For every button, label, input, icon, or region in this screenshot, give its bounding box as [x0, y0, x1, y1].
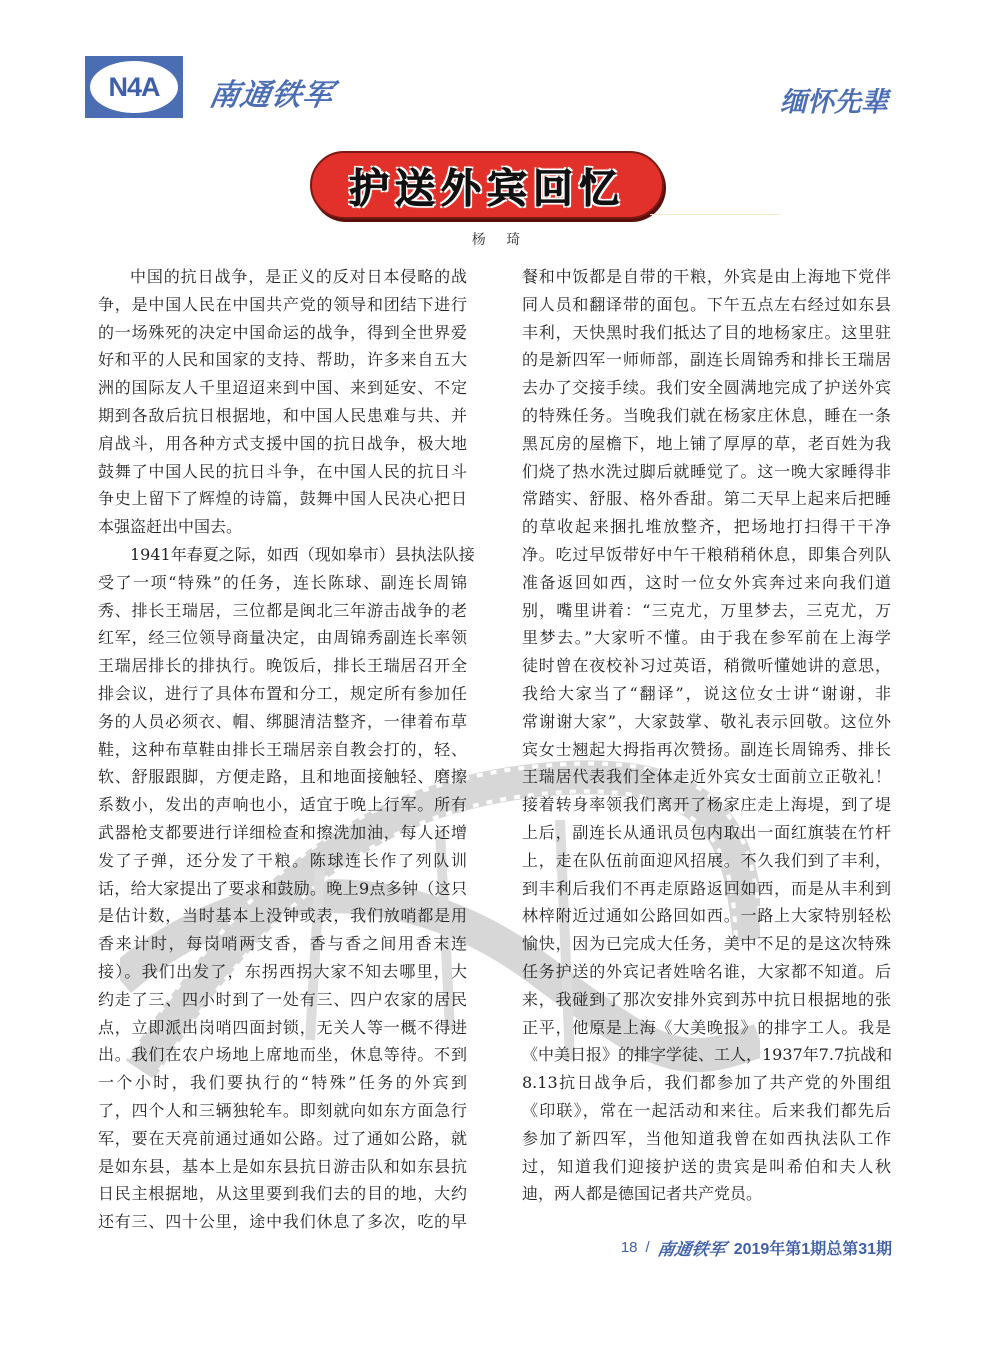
text-line: 王瑞居代表我们全体走近外宾女士面前立正敬礼！ — [522, 767, 891, 787]
n4a-badge-logo: N4A — [85, 56, 183, 118]
text-line: 是如东县，基本上是如东县抗日游击队和如东县抗 — [98, 1156, 467, 1176]
text-line: 上，走在队伍前面迎风招展。不久我们到了丰利， — [522, 850, 891, 870]
text-line: 《中美日报》的排字学徒、工人，1937年7.7抗战和 — [522, 1045, 893, 1065]
text-line: 愉快，因为已完成大任务，美中不足的是这次特殊 — [522, 934, 891, 954]
text-line: 林梓附近过通如公路回如西。一路上大家特别轻松 — [522, 906, 891, 926]
text-line: 徒时曾在夜校补习过英语，稍微听懂她讲的意思， — [522, 656, 891, 676]
text-line: 出。我们在农户场地上席地而坐，休息等待。不到 — [98, 1045, 467, 1065]
text-line: 还有三、四十公里，途中我们休息了多次，吃的早 — [98, 1212, 467, 1232]
text-line: 争，是中国人民在中国共产党的领导和团结下进行 — [98, 294, 467, 314]
text-line: 们烧了热水洗过脚后就睡觉了。这一晚大家睡得非 — [522, 461, 891, 481]
text-line: 迪，两人都是德国记者共产党员。 — [522, 1184, 763, 1204]
magazine-logo: 南通铁军 — [206, 78, 337, 113]
article-author: 杨 琦 — [471, 232, 529, 248]
text-line: 肩战斗，用各种方式支援中国的抗日战争，极大地 — [98, 433, 467, 453]
text-line: 任务护送的外宾记者姓啥名谁，大家都不知道。后 — [522, 961, 891, 981]
text-line: 排会议，进行了具体布置和分工，规定所有参加任 — [98, 683, 467, 703]
text-line: 参加了新四军，当他知道我曾在如西执法队工作 — [522, 1128, 891, 1148]
text-line: 本强盗赶出中国去。 — [98, 517, 243, 537]
text-line: 鞋，这种布草鞋由排长王瑞居亲自教会打的，轻、 — [98, 739, 467, 759]
text-line: 好和平的人民和国家的支持、帮助，许多来自五大 — [98, 350, 467, 370]
text-line: 一个小时，我们要执行的“特殊”任务的外宾到 — [98, 1073, 467, 1093]
text-line: 香来计时，每岗哨两支香，香与香之间用香末连 — [98, 934, 467, 954]
text-line: 《印联》，常在一起活动和来往。后来我们都先后 — [522, 1100, 891, 1120]
text-line: 我给大家当了“翻译”，说这位女士讲“谢谢，非 — [522, 683, 891, 703]
page-number: 18 — [620, 1239, 638, 1256]
article-title-banner — [310, 151, 664, 219]
text-line: 别，嘴里讲着：“三克尤，万里梦去，三克尤，万 — [522, 600, 891, 620]
footer-magazine-logo: 南通铁军 — [655, 1240, 728, 1260]
text-line: 受了一项“特殊”的任务，连长陈球、副连长周锦 — [98, 572, 467, 592]
text-line: 争史上留下了辉煌的诗篇，鼓舞中国人民决心把日 — [98, 489, 467, 509]
text-line: 王瑞居排长的排执行。晚饭后，排长王瑞居召开全 — [98, 656, 467, 676]
text-line: 餐和中饭都是自带的干粮，外宾是由上海地下党伴 — [522, 267, 891, 286]
article-title: 护送外宾回忆 — [349, 165, 625, 212]
text-line: 红军，经三位领导商量决定，由周锦秀副连长率领 — [98, 628, 467, 648]
text-line: 正平，他原是上海《大美晚报》的排字工人。我是 — [522, 1017, 891, 1037]
text-line: 净。吃过早饭带好中午干粮稍稍休息，即集合列队 — [522, 544, 891, 564]
text-line: 准备返回如西，这时一位女外宾奔过来向我们道 — [522, 572, 891, 592]
text-line: 武器枪支都要进行详细检查和擦洗加油，每人还增 — [98, 822, 467, 842]
text-line: 到丰利后我们不再走原路返回如西，而是从丰利到 — [522, 878, 891, 898]
text-line: 鼓舞了中国人民的抗日斗争，在中国人民的抗日斗 — [98, 461, 467, 481]
text-line: 常踏实、舒服、格外香甜。第二天早上起来后把睡 — [522, 489, 891, 509]
text-line: 去办了交接手续。我们安全圆满地完成了护送外宾 — [522, 378, 891, 398]
text-line: 的是新四军一师师部，副连长周锦秀和排长王瑞居 — [522, 350, 891, 370]
article-column-right — [522, 263, 891, 1208]
text-line: 接）。我们出发了，东拐西拐大家不知去哪里，大 — [98, 961, 467, 981]
title-underline — [650, 214, 780, 215]
issue-info: 2019年第1期总第31期 — [733, 1241, 892, 1258]
text-line: 是估计数，当时基本上没钟或表，我们放哨都是用 — [98, 906, 467, 926]
section-title: 缅怀先辈 — [780, 87, 888, 118]
text-line: 丰利，天快黑时我们抵达了目的地杨家庄。这里驻 — [522, 322, 891, 342]
text-line: 约走了三、四小时到了一处有三、四户农家的居民 — [98, 989, 467, 1009]
text-line: 接着转身率领我们离开了杨家庄走上海堤，到了堤 — [522, 795, 891, 815]
text-line: 过，知道我们迎接护送的贵宾是叫希伯和夫人秋 — [522, 1156, 891, 1176]
text-line: 同人员和翻译带的面包。下午五点左右经过如东县 — [522, 294, 891, 314]
article-column-left — [98, 263, 475, 1236]
text-line: 中国的抗日战争，是正义的反对日本侵略的战 — [130, 267, 467, 286]
text-line: 期到各敌后抗日根据地，和中国人民患难与共、并 — [98, 405, 467, 425]
text-line: 的一场殊死的决定中国命运的战争，得到全世界爱 — [98, 322, 467, 342]
text-line: 系数小，发出的声响也小，适宜于晚上行军。所有 — [98, 795, 467, 815]
text-line: 上后，副连长从通讯员包内取出一面红旗装在竹杆 — [522, 822, 891, 842]
text-line: 秀、排长王瑞居，三位都是闽北三年游击战争的老 — [98, 600, 467, 620]
text-line: 的特殊任务。当晚我们就在杨家庄休息，睡在一条 — [522, 405, 891, 425]
text-line: 的草收起来捆扎堆放整齐，把场地打扫得干干净 — [522, 517, 891, 537]
text-line: 发了子弹，还分发了干粮。陈球连长作了列队训 — [98, 850, 467, 870]
text-line: 宾女士翘起大拇指再次赞扬。副连长周锦秀、排长 — [522, 739, 891, 759]
text-line: 点，立即派出岗哨四面封锁，无关人等一概不得进 — [98, 1017, 467, 1037]
text-line: 来，我碰到了那次安排外宾到苏中抗日根据地的张 — [522, 989, 891, 1009]
text-line: 话，给大家提出了要求和鼓励。晚上9点多钟（这只 — [98, 878, 467, 898]
text-line: 8.13抗日战争后，我们都参加了共产党的外围组 — [522, 1073, 891, 1093]
text-line: 了，四个人和三辆独轮车。即刻就向如东方面急行 — [98, 1100, 467, 1120]
text-line: 军，要在天亮前通过通如公路。过了通如公路，就 — [98, 1128, 467, 1148]
text-line: 务的人员必须衣、帽、绑腿清洁整齐，一律着布草 — [98, 711, 467, 731]
text-line: 日民主根据地，从这里要到我们去的目的地，大约 — [98, 1184, 467, 1204]
text-line: 里梦去。”大家听不懂。由于我在参军前在上海学 — [522, 628, 891, 648]
page-footer — [621, 1235, 892, 1260]
text-line: 1941年春夏之际，如西（现如皋市）县执法队接 — [130, 544, 475, 564]
text-line: 洲的国际友人千里迢迢来到中国、来到延安、不定 — [98, 378, 467, 398]
footer-separator: / — [645, 1239, 650, 1256]
text-line: 黑瓦房的屋檐下，地上铺了厚厚的草，老百姓为我 — [522, 433, 891, 453]
text-line: 软、舒服跟脚，方便走路，且和地面接触轻、磨擦 — [98, 767, 467, 787]
text-line: 常谢谢大家”，大家鼓掌、敬礼表示回敬。这位外 — [522, 711, 891, 731]
